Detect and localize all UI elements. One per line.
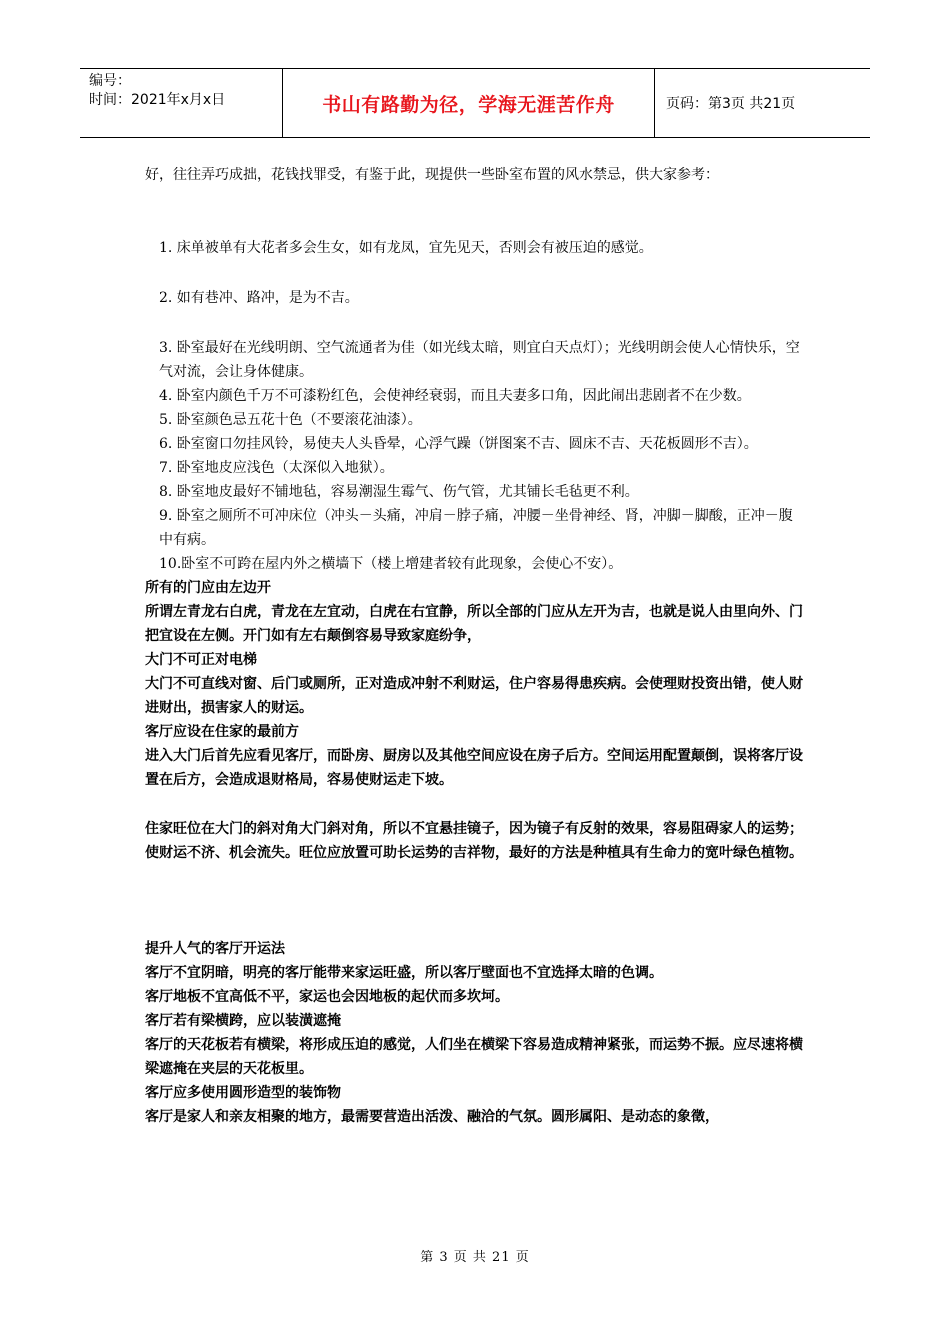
bedroom-rule-2: 2. 如有巷冲、路冲，是为不吉。 [159,290,359,306]
prosperity-position-paragraph: 住家旺位在大门的斜对角大门斜对角，所以不宜悬挂镜子，因为镜子有反射的效果，容易阻碍家人的运势；使财运不济、机会流失。旺位应放置可助长运势的吉祥物，最好的方法是种植具有生命力的宽叶绿色植物。 [145,821,803,861]
section-heading-living-room-luck: 提升人气的客厅开运法 [145,941,285,957]
document-date-label: 时间：2021年x月x日 [89,92,226,108]
section-heading-living-room-front: 客厅应设在住家的最前方 [145,724,299,740]
section-heading-beam: 客厅若有梁横跨，应以装潢遮掩 [145,1013,341,1029]
header-page-cell [655,69,870,137]
document-body [145,163,805,1129]
living-room-bright-paragraph: 客厅不宜阴暗，明亮的客厅能带来家运旺盛，所以客厅壁面也不宜选择太暗的色调。 [145,965,663,981]
bedroom-rule-6: 6. 卧室窗口勿挂风铃，易使夫人头昏晕，心浮气躁（饼图案不吉、圆床不吉、天花板圆形不吉）。 [159,436,758,452]
header-meta-cell [80,69,283,137]
section-heading-elevator: 大门不可正对电梯 [145,652,257,668]
living-room-front-paragraph: 进入大门后首先应看见客厅，而卧房、厨房以及其他空间应设在房子后方。空间运用配置颠倒，误将客厅设置在后方，会造成退财格局，容易使财运走下坡。 [145,748,803,788]
intro-paragraph: 好，往往弄巧成拙，花钱找罪受，有鉴于此，现提供一些卧室布置的风水禁忌，供大家参考： [145,167,719,183]
bedroom-rule-1: 1. 床单被单有大花者多会生女，如有龙凤，宜先见天，否则会有被压迫的感觉。 [159,240,653,256]
document-number-label: 编号： [89,73,131,89]
bedroom-rule-3: 3. 卧室最好在光线明朗、空气流通者为佳（如光线太暗，则宜白天点灯）；光线明朗会使人心情快乐，空气对流，会让身体健康。 [159,340,800,380]
bedroom-rule-5: 5. 卧室颜色忌五花十色（不要滚花油漆）。 [159,412,422,428]
header-motto: 书山有路勤为径，学海无涯苦作舟 [322,93,615,116]
bedroom-rule-7: 7. 卧室地皮应浅色（太深似入地狱）。 [159,460,394,476]
section-heading-door: 所有的门应由左边开 [145,580,271,596]
door-paragraph: 所谓左青龙右白虎，青龙在左宜动，白虎在右宜静，所以全部的门应从左开为吉，也就是说人由里向外、门把宜设在左侧。开门如有左右颠倒容易导致家庭纷争， [145,604,803,644]
header-page-info: 页码：第3页 共21页 [666,96,796,112]
bedroom-rule-10: 10.卧室不可跨在屋内外之横墙下（楼上增建者较有此现象，会使心不安）。 [159,556,623,572]
header-motto-cell [283,69,655,137]
living-room-floor-paragraph: 客厅地板不宜高低不平，家运也会因地板的起伏而多坎坷。 [145,989,509,1005]
page-footer: 第 3 页 共 21 页 [420,1250,530,1265]
section-heading-round-decor: 客厅应多使用圆形造型的装饰物 [145,1085,341,1101]
bedroom-rule-9: 9. 卧室之厕所不可冲床位（冲头－头痛，冲肩－脖子痛，冲腰－坐骨神经、肾，冲脚－脚酸，正冲－腹中有病。 [159,508,793,548]
round-decor-paragraph: 客厅是家人和亲友相聚的地方，最需要营造出活泼、融洽的气氛。圆形属阳、是动态的象徵， [145,1109,719,1125]
bedroom-rule-8: 8. 卧室地皮最好不铺地毡，容易潮湿生霉气、伤气管，尤其铺长毛毡更不利。 [159,484,639,500]
bedroom-rule-4: 4. 卧室内颜色千万不可漆粉红色，会使神经衰弱，而且夫妻多口角，因此闹出悲剧者不在少数。 [159,388,751,404]
elevator-paragraph: 大门不可直线对窗、后门或厕所，正对造成冲射不利财运，住户容易得患疾病。会使理财投资出错，使人财进财出，损害家人的财运。 [145,676,803,716]
beam-paragraph: 客厅的天花板若有横梁，将形成压迫的感觉，人们坐在横梁下容易造成精神紧张，而运势不振。应尽速将横梁遮掩在夹层的天花板里。 [145,1037,803,1077]
page-header [80,68,870,138]
